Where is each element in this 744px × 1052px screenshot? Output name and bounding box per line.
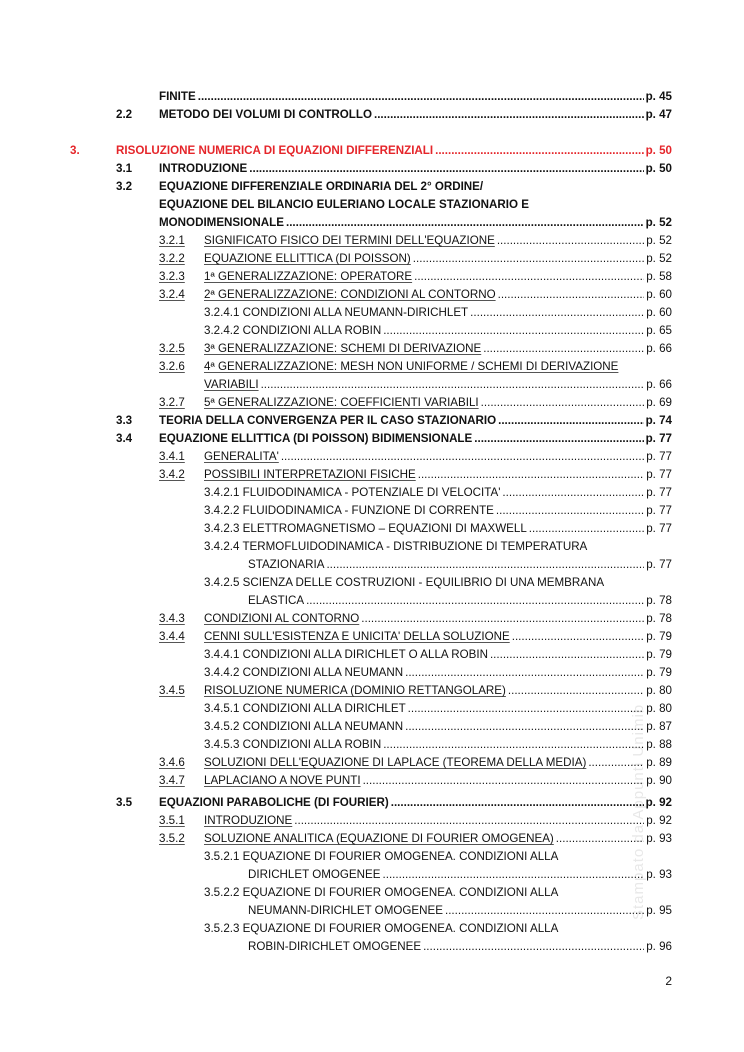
toc-page: p. 89: [646, 756, 672, 769]
toc-leader: [435, 142, 643, 160]
toc-number: 3.4: [116, 432, 133, 445]
toc-number: 3.2.7: [159, 396, 185, 409]
toc-entry-3-4-1[interactable]: [204, 448, 672, 466]
toc-entry-finite[interactable]: [159, 88, 672, 106]
toc-entry-title: STAZIONARIA: [248, 558, 325, 571]
toc-page: p. 60: [646, 288, 672, 301]
toc-entry-3-2-2[interactable]: [204, 250, 672, 268]
toc-entry-title: RISOLUZIONE NUMERICA (DOMINIO RETTANGOLARE): [204, 684, 506, 697]
toc-leader: [414, 268, 644, 286]
toc-entry-3-4-4-1[interactable]: [204, 646, 672, 664]
toc-leader: [286, 214, 644, 232]
toc-page: p. 45: [645, 90, 672, 103]
toc-entry-title: LAPLACIANO A NOVE PUNTI: [204, 774, 361, 787]
toc-page: p. 77: [646, 450, 672, 463]
toc-entry-3-2-1[interactable]: [204, 232, 672, 250]
toc-leader: [483, 340, 644, 358]
toc-leader: [361, 610, 644, 628]
toc-leader: [496, 502, 644, 520]
toc-entry-title-line: EQUAZIONE DIFFERENZIALE ORDINARIA DEL 2° ORDINE/: [159, 180, 484, 193]
toc-leader: [497, 232, 644, 250]
toc-leader: [326, 556, 644, 574]
toc-number: 3.4.7: [159, 774, 185, 787]
toc-entry-title-line: 3.4.2.5 SCIENZA DELLE COSTRUZIONI - EQUILIBRIO DI UNA MEMBRANA: [204, 576, 605, 589]
toc-page: p. 95: [646, 904, 672, 917]
toc-entry-title: SOLUZIONI DELL'EQUAZIONE DI LAPLACE (TEOREMA DELLA MEDIA): [204, 756, 587, 769]
toc-number: 3.3: [116, 414, 133, 427]
toc-entry-3-5-1[interactable]: [204, 812, 672, 830]
toc-entry-title: ELASTICA: [248, 594, 305, 607]
toc-entry-title: MONODIMENSIONALE: [159, 216, 284, 229]
toc-leader: [408, 700, 645, 718]
toc-number: 3.2.3: [159, 270, 185, 283]
toc-leader: [508, 682, 644, 700]
toc-entry-title-line: 3.5.2.2 EQUAZIONE DI FOURIER OMOGENEA. CONDIZIONI ALLA: [204, 886, 559, 899]
toc-page: p. 77: [646, 558, 672, 571]
toc-page: p. 60: [646, 306, 672, 319]
toc-leader: [423, 938, 644, 956]
toc-number: 3.2.6: [159, 360, 185, 373]
toc-entry-title: CENNI SULL'ESISTENZA E UNICITA' DELLA SOLUZIONE: [204, 630, 510, 643]
toc-leader: [281, 448, 644, 466]
toc-leader: [391, 794, 644, 812]
toc-entry-title: GENERALITA': [204, 450, 279, 463]
toc-leader: [474, 430, 643, 448]
toc-entry-title: 3.2.4.1 CONDIZIONI ALLA NEUMANN-DIRICHLET: [204, 306, 469, 319]
toc-page: p. 92: [646, 814, 672, 827]
toc-entry-3-2-4[interactable]: [204, 286, 672, 304]
toc-entry-title: 3ª GENERALIZZAZIONE: SCHEMI DI DERIVAZIONE: [204, 342, 482, 355]
toc-entry-3-4[interactable]: [159, 430, 672, 448]
toc-entry-3-2-6[interactable]: [204, 376, 672, 394]
toc-leader: [249, 160, 643, 178]
toc-page: p. 58: [646, 270, 672, 283]
toc-entry-title-line: 3.5.2.1 EQUAZIONE DI FOURIER OMOGENEA. CONDIZIONI ALLA: [204, 850, 559, 863]
toc-entry-3-4-6[interactable]: [204, 754, 672, 772]
toc-entry-3-5-2-2[interactable]: [248, 902, 672, 920]
toc-entry-title: NEUMANN-DIRICHLET OMOGENEE: [248, 904, 443, 917]
toc-number: 3.5: [116, 796, 133, 809]
toc-entry-3-4-2[interactable]: [204, 466, 672, 484]
toc-page: p. 52: [646, 252, 672, 265]
toc-leader: [498, 286, 645, 304]
toc-entry-title: INTRODUZIONE: [204, 814, 293, 827]
toc-leader: [198, 88, 644, 106]
toc-entry-3-5-2-3[interactable]: [248, 938, 672, 956]
toc-entry-title: EQUAZIONI PARABOLICHE (DI FOURIER): [159, 796, 389, 809]
toc-entry-title: SOLUZIONE ANALITICA (EQUAZIONE DI FOURIER OMOGENEA): [204, 832, 554, 845]
toc-page: p. 77: [645, 432, 672, 445]
toc-leader: [363, 772, 645, 790]
toc-number: 3.4.6: [159, 756, 185, 769]
toc-leader: [470, 304, 644, 322]
toc-leader: [383, 866, 645, 884]
toc-number: 3.5.2: [159, 832, 185, 845]
toc-leader: [481, 394, 645, 412]
toc-entry-2-2[interactable]: [159, 106, 672, 124]
toc-leader: [413, 250, 644, 268]
toc-page: p. 66: [646, 378, 672, 391]
toc-entry-title: 3.4.4.2 CONDIZIONI ALLA NEUMANN: [204, 666, 404, 679]
toc-page: p. 77: [646, 486, 672, 499]
toc-entry-title: SIGNIFICATO FISICO DEI TERMINI DELL'EQUAZIONE: [204, 234, 495, 247]
toc-number: 3.4.5: [159, 684, 185, 697]
toc-entry-title-line: EQUAZIONE DEL BILANCIO EULERIANO LOCALE STAZIONARIO E: [159, 198, 529, 211]
toc-page: p. 66: [646, 342, 672, 355]
toc-entry-3-4-4-2[interactable]: [204, 664, 672, 682]
toc-number: 3.2.2: [159, 252, 185, 265]
toc-page: p. 87: [646, 720, 672, 733]
toc-entry-3-4-2-1[interactable]: [204, 484, 672, 502]
toc-page: p. 50: [645, 162, 672, 175]
toc-page: p. 47: [645, 108, 672, 121]
toc-entry-title: FINITE: [159, 90, 196, 103]
toc-leader: [383, 736, 644, 754]
toc-entry-3-4-2-4[interactable]: [248, 556, 672, 574]
toc-page: p. 80: [646, 684, 672, 697]
toc-number: 3.2.4: [159, 288, 185, 301]
toc-leader: [529, 520, 644, 538]
toc-entry-title: METODO DEI VOLUMI DI CONTROLLO: [159, 108, 372, 121]
toc-entry-title-line: 3.5.2.3 EQUAZIONE DI FOURIER OMOGENEA. CONDIZIONI ALLA: [204, 922, 559, 935]
toc-entry-title-line: 3.4.2.4 TERMOFLUIDODINAMICA - DISTRIBUZIONE DI TEMPERATURA: [204, 540, 588, 553]
toc-entry-title: 3.4.2.2 FLUIDODINAMICA - FUNZIONE DI CORRENTE: [204, 504, 494, 517]
toc-entry-3-2-4-1[interactable]: [204, 304, 672, 322]
toc-entry-title: DIRICHLET OMOGENEE: [248, 868, 381, 881]
toc-leader: [445, 902, 644, 920]
toc-number: 3.1: [116, 162, 133, 175]
toc-number: 3.4.4: [159, 630, 185, 643]
toc-number: 3.4.2: [159, 468, 185, 481]
toc-entry-title: RISOLUZIONE NUMERICA DI EQUAZIONI DIFFERENZIALI: [116, 144, 434, 157]
toc-leader: [405, 664, 644, 682]
toc-number: 2.2: [116, 108, 133, 121]
toc-page: p. 50: [645, 144, 672, 157]
toc-entry-3-4-5-1[interactable]: [204, 700, 672, 718]
toc-entry-3-3[interactable]: [159, 412, 672, 430]
toc-entry-title: 5ª GENERALIZZAZIONE: COEFFICIENTI VARIABILI: [204, 396, 479, 409]
toc-entry-title: 2ª GENERALIZZAZIONE: CONDIZIONI AL CONTORNO: [204, 288, 496, 301]
toc-entry-3-2[interactable]: [159, 214, 672, 232]
toc-leader: [512, 628, 644, 646]
toc-number: 3.2.5: [159, 342, 185, 355]
toc-page: p. 77: [646, 522, 672, 535]
toc-entry-title: 3.4.5.1 CONDIZIONI ALLA DIRICHLET: [204, 702, 406, 715]
toc-entry-3-5-2-1[interactable]: [248, 866, 672, 884]
toc-entry-3-2-7[interactable]: [204, 394, 672, 412]
toc-entry-3-4-5[interactable]: [204, 682, 672, 700]
toc-entry-title: 3.4.5.2 CONDIZIONI ALLA NEUMANN: [204, 720, 404, 733]
page-number: 2: [665, 974, 672, 988]
toc-page: p. 90: [646, 774, 672, 787]
toc-leader: [502, 484, 644, 502]
toc-page: p. 92: [645, 796, 672, 809]
toc-number: 3.4.1: [159, 450, 185, 463]
toc-number: 3.5.1: [159, 814, 185, 827]
toc-entry-3-1[interactable]: [159, 160, 672, 178]
toc-entry-title: CONDIZIONI AL CONTORNO: [204, 612, 360, 625]
toc-entry-title: INTRODUZIONE: [159, 162, 248, 175]
toc-entry-3-5[interactable]: [159, 794, 672, 812]
toc-entry-3-4-7[interactable]: [204, 772, 672, 790]
toc-page: p. 93: [646, 868, 672, 881]
toc-entry-3-4-2-5[interactable]: [248, 592, 672, 610]
toc-leader: [306, 592, 644, 610]
toc-entry-3[interactable]: [116, 142, 672, 160]
toc-leader: [490, 646, 644, 664]
toc-number: 3.2: [116, 180, 133, 193]
toc-page: p. 65: [646, 324, 672, 337]
toc-leader: [498, 412, 643, 430]
toc-entry-3-4-2-2[interactable]: [204, 502, 672, 520]
toc-number: 3.2.1: [159, 234, 185, 247]
toc-entry-title: 3.4.2.3 ELETTROMAGNETISMO – EQUAZIONI DI MAXWELL: [204, 522, 527, 535]
toc-entry-3-4-5-3[interactable]: [204, 736, 672, 754]
toc-entry-title: POSSIBILI INTERPRETAZIONI FISICHE: [204, 468, 416, 481]
toc-entry-3-4-4[interactable]: [204, 628, 672, 646]
toc-number: 3.4.3: [159, 612, 185, 625]
toc-entry-3-4-5-2[interactable]: [204, 718, 672, 736]
toc-leader: [405, 718, 644, 736]
toc-entry-title: VARIABILI: [204, 378, 259, 391]
toc-page: p. 77: [646, 504, 672, 517]
toc-entry-title-line: 4ª GENERALIZZAZIONE: MESH NON UNIFORME / SCHEMI DI DERIVAZIONE: [204, 360, 619, 373]
toc-leader: [261, 376, 645, 394]
toc-entry-3-2-3[interactable]: [204, 268, 672, 286]
toc-entry-title: EQUAZIONE ELLITTICA (DI POISSON): [204, 252, 411, 265]
toc-page: p. 52: [646, 234, 672, 247]
toc-entry-3-4-3[interactable]: [204, 610, 672, 628]
toc-page: p. 78: [646, 612, 672, 625]
toc-page: p. 79: [646, 648, 672, 661]
toc-number: 3.: [70, 144, 80, 157]
toc-page: p. 52: [645, 216, 672, 229]
toc-page: p. 88: [646, 738, 672, 751]
toc-leader: [294, 812, 644, 830]
toc-entry-title: 1ª GENERALIZZAZIONE: OPERATORE: [204, 270, 413, 283]
toc-leader: [418, 466, 644, 484]
toc-leader: [374, 106, 644, 124]
toc-entry-3-2-4-2[interactable]: [204, 322, 672, 340]
toc-page: p. 74: [645, 414, 672, 427]
watermark: Stampato da Appunti Unimib: [630, 703, 647, 920]
toc-entry-title: 3.4.5.3 CONDIZIONI ALLA ROBIN: [204, 738, 382, 751]
toc-page: p. 78: [646, 594, 672, 607]
toc-page: p. 93: [646, 832, 672, 845]
toc-page: p. 96: [646, 940, 672, 953]
toc-entry-title: 3.2.4.2 CONDIZIONI ALLA ROBIN: [204, 324, 382, 337]
toc-entry-title: 3.4.2.1 FLUIDODINAMICA - POTENZIALE DI VELOCITA': [204, 486, 501, 499]
toc-entry-3-4-2-3[interactable]: [204, 520, 672, 538]
toc-page: p. 77: [646, 468, 672, 481]
toc-page: p. 79: [646, 630, 672, 643]
toc-entry-title: ROBIN-DIRICHLET OMOGENEE: [248, 940, 422, 953]
toc-entry-title: EQUAZIONE ELLITTICA (DI POISSON) BIDIMENSIONALE: [159, 432, 473, 445]
toc-entry-3-5-2[interactable]: [204, 830, 672, 848]
toc-entry-3-2-5[interactable]: [204, 340, 672, 358]
toc-page: p. 79: [646, 666, 672, 679]
toc-page: p. 69: [646, 396, 672, 409]
toc-entry-title: 3.4.4.1 CONDIZIONI ALLA DIRICHLET O ALLA ROBIN: [204, 648, 488, 661]
toc-page: p. 80: [646, 702, 672, 715]
toc-entry-title: TEORIA DELLA CONVERGENZA PER IL CASO STAZIONARIO: [159, 414, 497, 427]
toc-leader: [383, 322, 644, 340]
